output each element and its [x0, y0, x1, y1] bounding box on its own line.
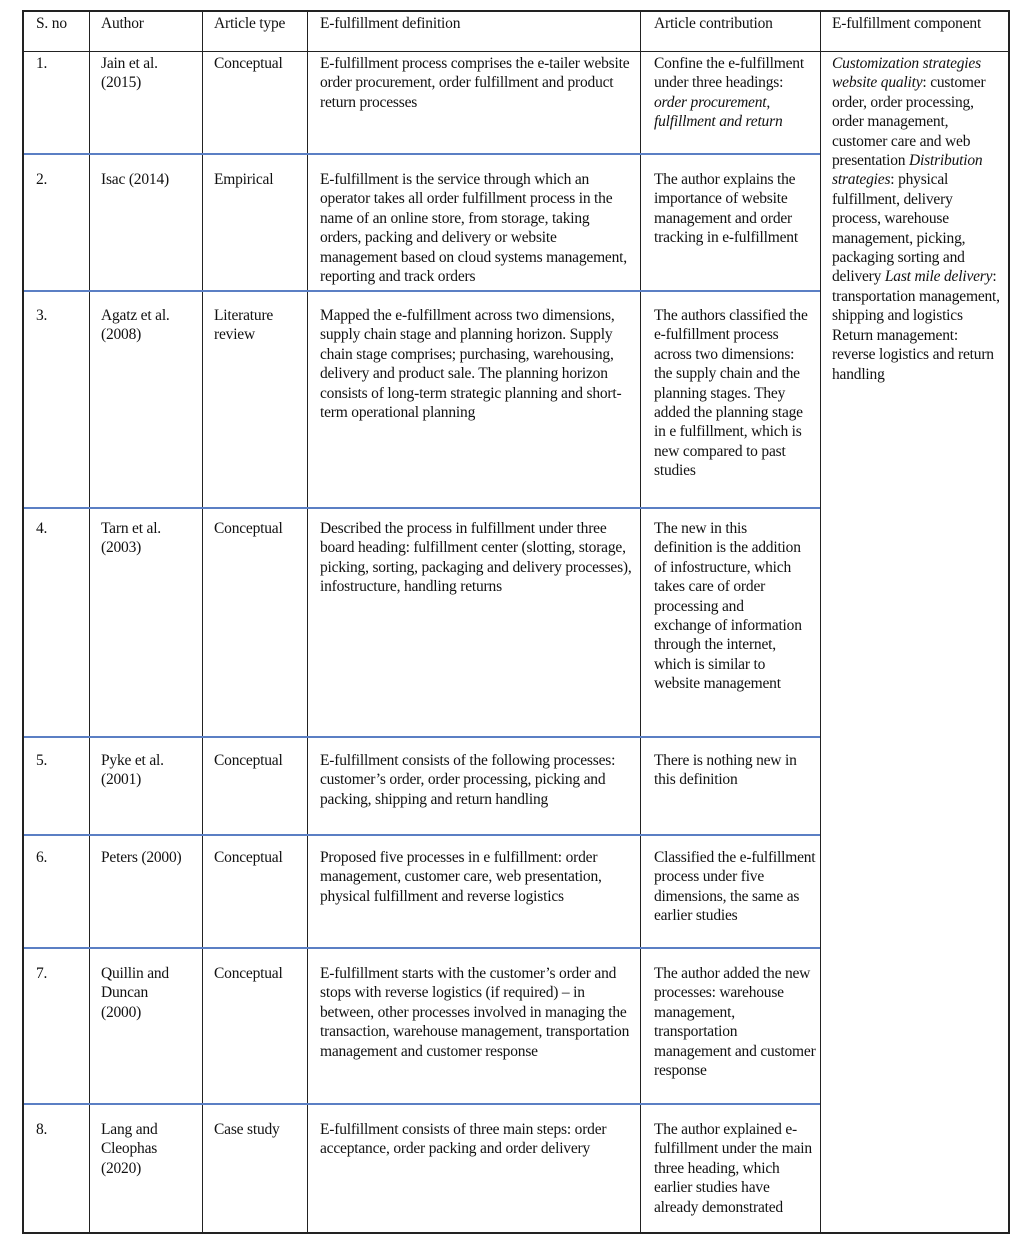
row-1-type: Conceptual — [214, 55, 283, 72]
row-2-contribution: The author explains the importance of website management and order tracking in e-fulfillment — [654, 171, 798, 247]
row-1-contribution-italic: order procurement, fulfillment and return — [654, 93, 783, 131]
component-customization-text: : customer order, order processing, order management, customer care and web presentation — [832, 74, 986, 170]
row-divider — [24, 507, 820, 509]
row-1-author: Jain et al. (2015) — [101, 55, 158, 92]
header-author: Author — [101, 15, 144, 32]
row-7-sno: 7. — [36, 965, 48, 982]
row-divider — [24, 1103, 820, 1105]
column-divider — [307, 12, 308, 1232]
row-divider — [24, 290, 820, 292]
row-3-sno: 3. — [36, 307, 48, 324]
row-7-type: Conceptual — [214, 965, 283, 982]
header-sno: S. no — [36, 15, 67, 32]
component-last-mile-text: : transportation management, shipping and logistics Return management: reverse logistics and return handling — [832, 268, 1000, 383]
row-1-definition: E-fulfillment process comprises the e-tailer website order procurement, order fulfillment and product return processes — [320, 55, 630, 111]
row-8-type: Case study — [214, 1121, 280, 1138]
column-divider — [640, 12, 641, 1232]
row-5-definition: E-fulfillment consists of the following processes: customer’s order, order processing, picking and packing, shipping and return handling — [320, 752, 616, 808]
row-5-sno: 5. — [36, 752, 48, 769]
header-divider — [24, 51, 1008, 52]
row-7-definition: E-fulfillment starts with the customer’s order and stops with reverse logistics (if required) – in between, other processes involved in managing the transaction, warehouse management, transportation management and customer response — [320, 965, 630, 1060]
row-4-type: Conceptual — [214, 520, 283, 537]
row-divider — [24, 834, 820, 836]
header-article-type: Article type — [214, 15, 286, 32]
row-2-author: Isac (2014) — [101, 171, 169, 188]
row-3-type: Literature review — [214, 307, 274, 344]
column-divider — [202, 12, 203, 1232]
row-3-definition: Mapped the e-fulfillment across two dimensions, supply chain stage and planning horizon. Supply chain stage comprises; purchasing, warehousing, delivery and product sale. The planning horizon consists of long-term strategic planning and short-term operational planning — [320, 307, 622, 422]
row-divider — [24, 736, 820, 738]
component-distribution-label: Distribution strategies — [832, 152, 983, 189]
header-definition: E-fulfillment definition — [320, 15, 461, 32]
row-divider — [24, 153, 820, 155]
row-6-sno: 6. — [36, 849, 48, 866]
row-6-definition: Proposed five processes in e fulfillment: order management, customer care, web presentation, physical fulfillment and reverse logistics — [320, 849, 602, 905]
row-7-author: Quillin and Duncan (2000) — [101, 965, 169, 1021]
row-4-author: Tarn et al. (2003) — [101, 520, 161, 557]
component-distribution-text: : physical fulfillment, delivery process, warehouse management, picking, packaging sorting and delivery — [832, 171, 966, 286]
column-divider — [820, 12, 821, 1232]
row-6-author: Peters (2000) — [101, 849, 182, 866]
row-1-contribution-text: Confine the e-fulfillment under three headings: — [654, 55, 804, 92]
row-1-sno: 1. — [36, 55, 48, 72]
row-7-contribution: The author added the new processes: warehouse management, transportation management and customer response — [654, 965, 816, 1080]
row-2-type: Empirical — [214, 171, 274, 188]
row-5-contribution: There is nothing new in this definition — [654, 752, 797, 789]
header-component: E-fulfillment component — [832, 15, 982, 32]
row-3-contribution: The authors classified the e-fulfillment process across two dimensions: the supply chain and the planning stages. They added the planning stage in e fulfillment, which is new compared to past studies — [654, 307, 808, 480]
row-1-contribution — [654, 54, 814, 132]
row-4-sno: 4. — [36, 520, 48, 537]
row-5-type: Conceptual — [214, 752, 283, 769]
row-8-contribution: The author explained e-fulfillment under the main three heading, which earlier studies have already demonstrated — [654, 1121, 812, 1216]
row-2-sno: 2. — [36, 171, 48, 188]
row-8-definition: E-fulfillment consists of three main steps: order acceptance, order packing and order delivery — [320, 1121, 607, 1158]
component-last-mile-label: Last mile delivery — [884, 268, 993, 286]
component-customization-label: Customization strategies website quality — [832, 55, 981, 92]
component-description — [832, 54, 1004, 384]
literature-table — [22, 10, 1010, 1234]
header-contribution: Article contribution — [654, 15, 773, 32]
row-6-type: Conceptual — [214, 849, 283, 866]
row-divider — [24, 947, 820, 949]
row-4-contribution: The new in this definition is the addition of infostructure, which takes care of order processing and exchange of information through the internet, which is similar to website management — [654, 520, 802, 693]
row-5-author: Pyke et al. (2001) — [101, 752, 164, 789]
row-6-contribution: Classified the e-fulfillment process under five dimensions, the same as earlier studies — [654, 849, 816, 925]
row-8-author: Lang and Cleophas (2020) — [101, 1121, 158, 1177]
row-3-author: Agatz et al. (2008) — [101, 307, 170, 344]
column-divider — [89, 12, 90, 1232]
row-4-definition: Described the process in fulfillment under three board heading: fulfillment center (slotting, storage, picking, sorting, packaging and delivery processes), infostructure, handling returns — [320, 520, 632, 596]
row-8-sno: 8. — [36, 1121, 48, 1138]
row-2-definition: E-fulfillment is the service through which an operator takes all order fulfillment process in the name of an online store, from storage, taking orders, packing and delivery or website management based on cloud systems management, reporting and track orders — [320, 171, 627, 286]
